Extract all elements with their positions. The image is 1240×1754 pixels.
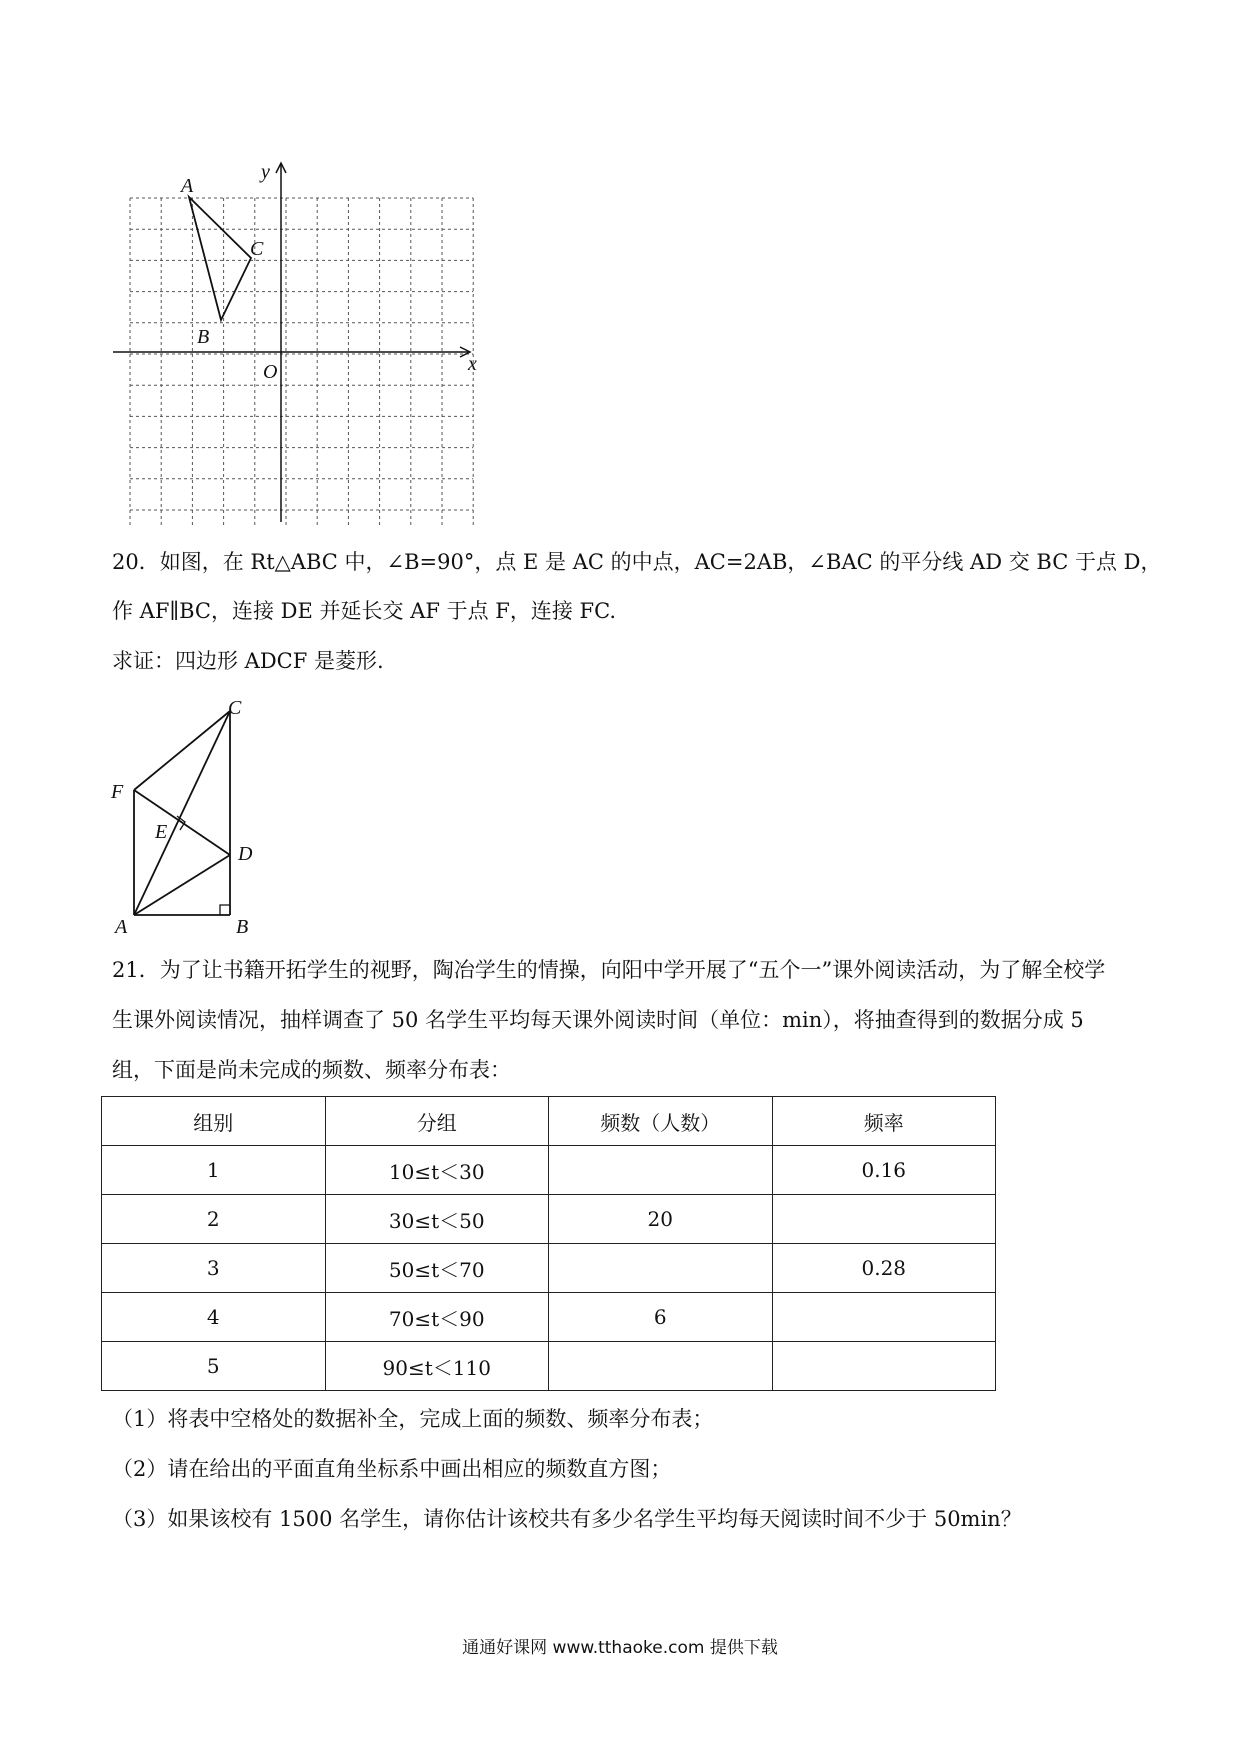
point-f-label: F xyxy=(111,781,124,803)
table-row xyxy=(102,1146,996,1195)
origin-label: O xyxy=(263,361,278,383)
table-cell: 4 xyxy=(102,1293,326,1342)
x-axis-label: x xyxy=(468,353,477,375)
table-header-row xyxy=(102,1097,996,1146)
rhombus-figure xyxy=(105,690,265,940)
header-frequency-rate: 频率 xyxy=(772,1097,996,1146)
table-cell: 2 xyxy=(102,1195,326,1244)
page-footer: 通通好课网 www.tthaoke.com 提供下载 xyxy=(462,1638,778,1658)
table-cell: 20 xyxy=(549,1195,773,1244)
point-c-label: C xyxy=(250,238,264,260)
coordinate-grid-figure xyxy=(100,155,490,527)
q21-sub3: （3）如果该校有 1500 名学生，请你估计该校共有多少名学生平均每天阅读时间不少于 50min？ xyxy=(112,1507,1022,1531)
table-cell: 0.16 xyxy=(772,1146,996,1195)
table-cell xyxy=(549,1244,773,1293)
header-group: 组别 xyxy=(102,1097,326,1146)
table-cell: 50≤t＜70 xyxy=(325,1244,549,1293)
table-cell: 30≤t＜50 xyxy=(325,1195,549,1244)
point-a-label: A xyxy=(181,175,194,197)
q21-line1: 21．为了让书籍开拓学生的视野，陶冶学生的情操，向阳中学开展了“五个一”课外阅读活动，为了解全校学 xyxy=(112,958,1106,982)
table-cell: 90≤t＜110 xyxy=(325,1342,549,1391)
table-cell xyxy=(772,1342,996,1391)
table-row xyxy=(102,1342,996,1391)
y-axis-label: y xyxy=(261,161,270,183)
header-frequency-count: 频数（人数） xyxy=(549,1097,773,1146)
triangle-abc xyxy=(189,197,251,320)
table-row xyxy=(102,1293,996,1342)
table-row xyxy=(102,1195,996,1244)
table-cell: 70≤t＜90 xyxy=(325,1293,549,1342)
q20-line1: 20．如图，在 Rt△ABC 中，∠B=90°，点 E 是 AC 的中点，AC=2AB，∠BAC 的平分线 AD 交 BC 于点 D， xyxy=(112,550,1162,574)
point-b-label: B xyxy=(236,916,249,938)
point-d-label: D xyxy=(238,843,253,865)
table-cell xyxy=(549,1146,773,1195)
table-cell: 1 xyxy=(102,1146,326,1195)
q20-line3: 求证：四边形 ADCF 是菱形. xyxy=(112,649,384,673)
point-e-label: E xyxy=(155,821,168,843)
table-cell xyxy=(772,1195,996,1244)
point-b-label: B xyxy=(197,326,210,348)
table-cell xyxy=(549,1342,773,1391)
frequency-table xyxy=(101,1096,996,1391)
table-cell: 10≤t＜30 xyxy=(325,1146,549,1195)
table-cell: 0.28 xyxy=(772,1244,996,1293)
table-cell: 5 xyxy=(102,1342,326,1391)
table-cell: 3 xyxy=(102,1244,326,1293)
table-cell: 6 xyxy=(549,1293,773,1342)
point-a-label: A xyxy=(115,916,128,938)
table-row xyxy=(102,1244,996,1293)
header-range: 分组 xyxy=(325,1097,549,1146)
q21-sub1: （1）将表中空格处的数据补全，完成上面的频数、频率分布表； xyxy=(112,1407,714,1431)
point-c-label: C xyxy=(228,697,242,719)
q20-line2: 作 AF∥BC，连接 DE 并延长交 AF 于点 F，连接 FC. xyxy=(112,599,617,623)
q21-line3: 组，下面是尚未完成的频数、频率分布表： xyxy=(112,1058,511,1082)
table-cell xyxy=(772,1293,996,1342)
q21-line2: 生课外阅读情况，抽样调查了 50 名学生平均每天课外阅读时间（单位：min），将抽查得到的数据分成 5 xyxy=(112,1008,1084,1032)
q21-sub2: （2）请在给出的平面直角坐标系中画出相应的频数直方图； xyxy=(112,1457,672,1481)
